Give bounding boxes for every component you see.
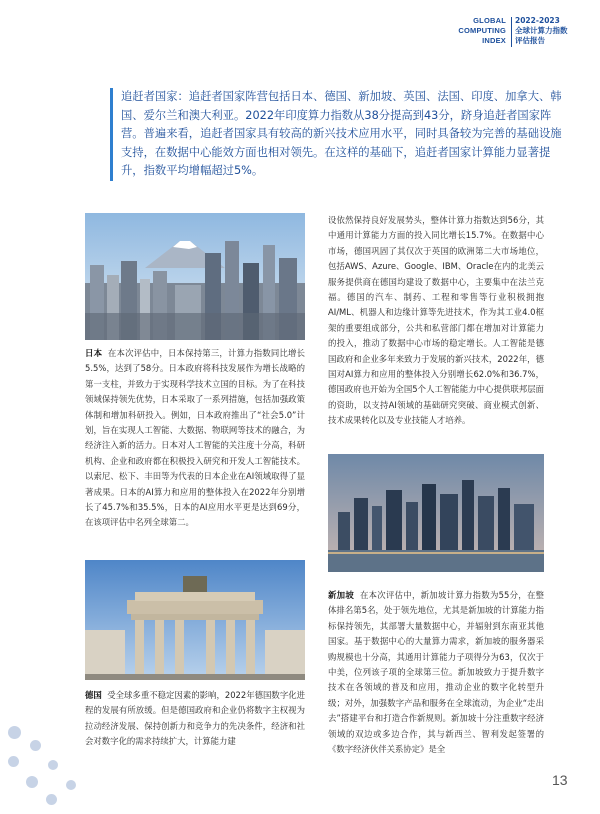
singapore-text: 在本次评估中，新加坡计算力指数为55分，在整体排名第5名，处于领先地位，尤其是新加坡的计算能力指标保持领先，其部署大量数据中心，并辐射到东南亚其他国家。基于数据中心的大量算力需求，新加坡的服务器采购规模也十分高，其通用计算能力子项得分为63，仅次于中美，位列该子项的全球第三位。新加坡致力于提升数字技术在各领域的普及和应用，推动企业的数字化转型升级；对外，加强数字产品和服务在全球流动，为企业“走出去”搭建平台和打造合作新规则。新加坡十分注重数字经济领域的双边或多边合作，其与新西兰、智利发起签署的《数字经济伙伴关系协定》是全: [328, 590, 545, 755]
germany-text: 受全球多重不稳定因素的影响，2022年德国数字化进程的发展有所放缓。但是德国政府和企业仍将数字主权视为拉动经济发展、保持创新力和竞争力的先决条件，经济和社会对数字化的需求持续扩大，计算能力建: [85, 690, 306, 747]
logo-line-2: COMPUTING: [458, 26, 506, 35]
singapore-skyline-image: [328, 454, 544, 572]
decorative-dot: [46, 794, 57, 805]
intro-paragraph: 追赶者国家：追赶者国家阵营包括日本、德国、新加坡、英国、法国、印度、加拿大、韩国、爱尔兰和澳大利亚。2022年印度算力指数从38分提高到43分，跻身追赶者国家阵营。普遍来看，追赶者国家具有较高的新兴技术应用水平，同时具备较为完善的基础设施支持，在数据中心能效方面也相对领先。在这样的基础下，追赶者国家计算能力显著提升，指数平均增幅超过5%。: [110, 88, 563, 181]
germany-paragraph: [85, 688, 305, 750]
germany-paragraph-continued: [328, 213, 544, 429]
logo-line-3: INDEX: [482, 36, 506, 45]
decorative-dot: [66, 780, 76, 790]
germany-title: 德国: [85, 690, 102, 700]
decorative-dot: [26, 776, 38, 788]
decorative-dot: [48, 760, 58, 770]
singapore-title: 新加坡: [328, 590, 355, 600]
report-year: 2022-2023: [515, 16, 560, 25]
brandenburg-gate-image: [85, 560, 305, 680]
decorative-dot: [8, 726, 21, 739]
decorative-dot: [30, 740, 41, 751]
japan-title: 日本: [85, 348, 103, 358]
report-type: 评估报告: [515, 36, 545, 45]
decorative-dot: [8, 756, 19, 767]
page-number: 13: [552, 772, 568, 788]
germany-text-continued: 设依然保持良好发展势头，整体计算力指数达到56分，其中通用计算能力方面的投入同比增长15.7%。在数据中心市场，德国巩固了其仅次于英国的欧洲第二大市场地位，包括AWS、Azure、Google、IBM、Oracle在内的北美云服务提供商在德国均建设了数据中心，主要集中在法兰克福。德国的汽车、制药、工程和零售等行业积极拥抱AI/ML、机器人和边缘计算等先进技术，作为其工业4.0框架的重要组成部分，公共和私营部门都在增加对计算能力的投入，推动了数据中心市场的稳定增长。人工智能是德国政府和企业多年来致力于发展的新兴技术，2022年，德国对AI算力和应用的整体投入分别增长62.0%和36.7%，德国政府也开始为全国5个人工智能能力中心提供联邦层面的资助，以支持AI领域的基础研究突破、商业模式创新、技术成果转化以及专业技能人才培养。: [328, 215, 544, 426]
global-computing-index-logo: [448, 16, 506, 46]
header-divider: [511, 17, 512, 47]
japan-paragraph: [85, 346, 305, 531]
tokyo-skyline-image: [85, 213, 305, 340]
logo-line-1: GLOBAL: [473, 16, 506, 25]
report-name: 全球计算力指数: [515, 26, 568, 35]
singapore-paragraph: [328, 588, 544, 757]
report-title: [515, 16, 593, 46]
japan-text: 在本次评估中，日本保持第三，计算力指数同比增长5.5%，达到了58分。日本政府将科技发展作为增长战略的第一支柱，并致力于实现科学技术立国的目标。为了在科技领域保持领先优势，日本采取了一系列措施，包括加强政策体制和增加科研投入。例如，日本政府推出了“社会5.0”计划，旨在实现人工智能、大数据、物联网等技术的融合，为经济注入新的活力。日本对人工智能的关注度十分高，科研机构、企业和政府都在积极投入研究和开发人工智能技术。以索尼、松下、丰田等为代表的日本企业在AI领域取得了显著成果。日本的AI算力和应用的整体投入在2022年分别增长了45.7%和35.5%，日本的AI应用水平更是达到69分，在该项评估中名列全球第二。: [85, 348, 306, 528]
